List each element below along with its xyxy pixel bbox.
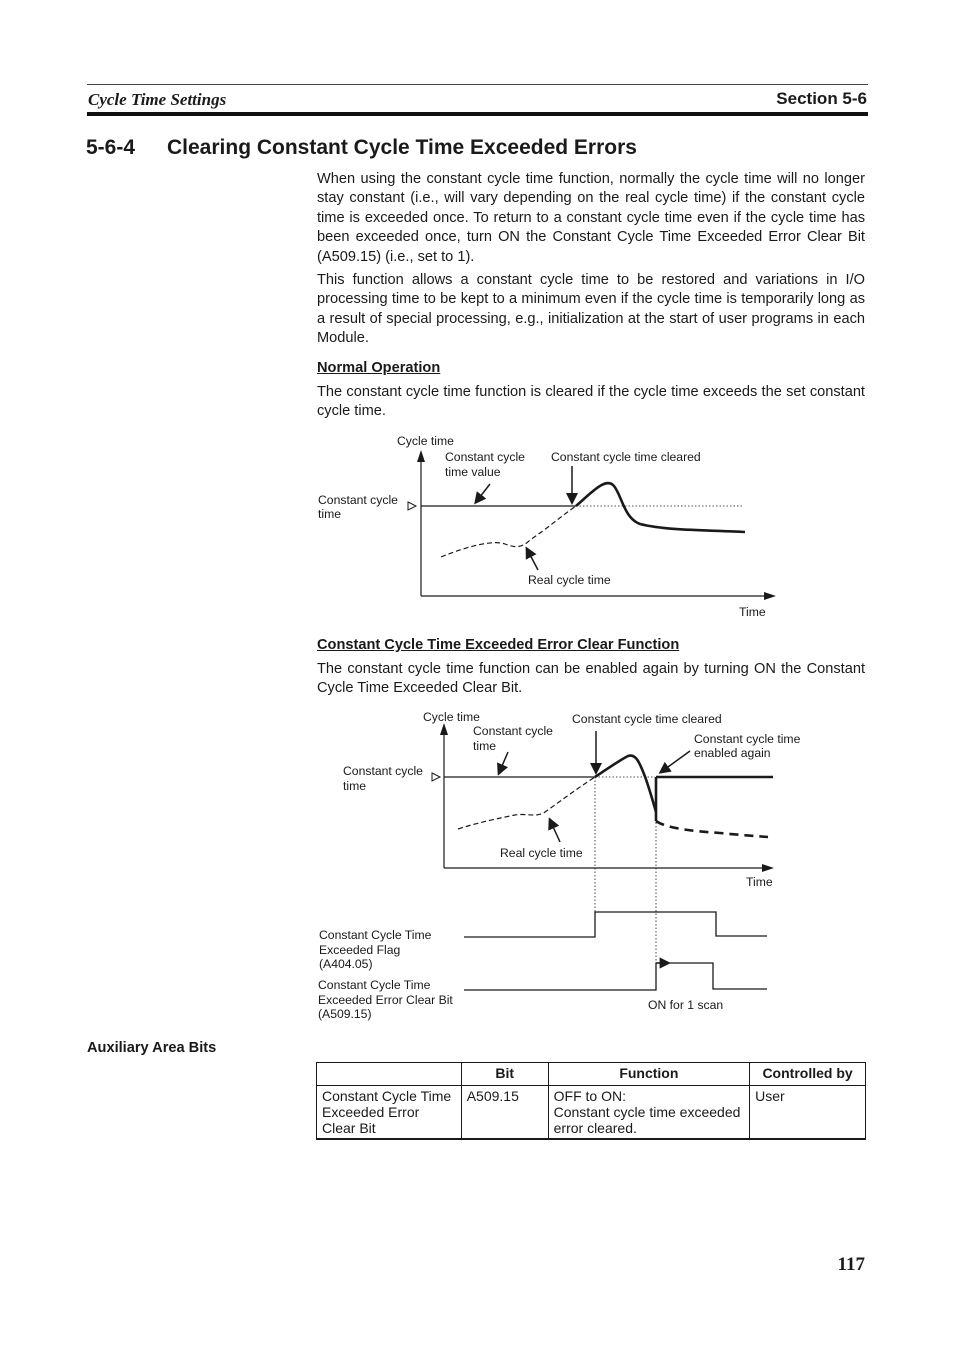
- cell-function-line-1: OFF to ON:: [553, 1088, 626, 1104]
- normal-operation-text: The constant cycle time function is cleared if the cycle time exceeds the set constant cycle time.: [317, 384, 865, 420]
- normal-operation-heading: Normal Operation: [317, 360, 441, 376]
- d1-y-label: Cycle time: [397, 434, 454, 448]
- d1-value-label-2: time value: [445, 465, 501, 479]
- running-header-section: Section 5-6: [776, 89, 867, 108]
- d1-set-label-1: Constant cycle: [318, 493, 398, 507]
- d2-exceeded-curve: [595, 755, 656, 812]
- cell-controlled-by: User: [750, 1086, 866, 1140]
- d2-value-label-2: time: [473, 739, 497, 753]
- d1-cleared-label: Constant cycle time cleared: [551, 450, 701, 464]
- d2-pulse-note: ON for 1 scan: [648, 998, 724, 1012]
- cell-name-line-2: Exceeded Error: [322, 1104, 420, 1120]
- cell-bit: A509.15: [461, 1086, 548, 1140]
- header-bit: Bit: [461, 1063, 548, 1086]
- cell-function-line-2: Constant cycle time exceeded: [553, 1104, 741, 1120]
- d2-cleared-label: Constant cycle time cleared: [572, 712, 722, 726]
- d2-value-label-1: Constant cycle: [473, 724, 553, 738]
- d2-real-cycle-curve: [458, 777, 595, 829]
- d2-clear-label-2: Exceeded Error Clear Bit: [318, 993, 453, 1007]
- running-header-title: Cycle Time Settings: [88, 90, 227, 109]
- d2-set-label-2: time: [343, 779, 367, 793]
- d1-real-label: Real cycle time: [528, 573, 611, 587]
- section-title: Clearing Constant Cycle Time Exceeded Errors: [167, 136, 637, 159]
- table-row: [317, 1086, 866, 1140]
- page-number: 117: [837, 1254, 865, 1275]
- d2-flag-label-2: Exceeded Flag: [319, 943, 401, 957]
- header-name: [317, 1063, 462, 1086]
- d2-enabled-arrow-icon: [661, 751, 690, 772]
- d2-x-label: Time: [746, 875, 773, 889]
- table-header-row: [317, 1063, 866, 1086]
- d2-real-label: Real cycle time: [500, 846, 583, 860]
- d2-clear-label-3: (A509.15): [318, 1007, 372, 1021]
- cell-name-line-3: Clear Bit: [322, 1120, 376, 1136]
- header-controlled-by: Controlled by: [750, 1063, 866, 1086]
- cell-function: [548, 1086, 750, 1140]
- d2-set-label-1: Constant cycle: [343, 764, 423, 778]
- d2-set-marker-icon: [432, 773, 440, 781]
- clear-function-heading: Constant Cycle Time Exceeded Error Clear Function: [317, 637, 680, 653]
- intro-paragraph: When using the constant cycle time function, normally the cycle time will no longer stay constant (i.e., will vary depending on the real cycle time) if the constant cycle time is exceeded once. To return to a constant cycle time even if the cycle time has been exceeded once, turn ON the Constant Cycle Time Exceeded Error Clear Bit (A509.15) (i.e., set to 1).: [317, 171, 865, 265]
- d2-clear-bit-waveform: [464, 963, 767, 990]
- d1-value-label-1: Constant cycle: [445, 450, 525, 464]
- header-function: Function: [548, 1063, 750, 1086]
- cell-function-line-3: error cleared.: [553, 1120, 637, 1136]
- d2-real-arrow-icon: [550, 820, 560, 842]
- d1-x-label: Time: [739, 605, 766, 619]
- d2-y-arrow-icon: [440, 723, 448, 735]
- d2-clear-label-1: Constant Cycle Time: [318, 978, 431, 992]
- d2-flag-label-3: (A404.05): [319, 957, 373, 971]
- d1-set-label-2: time: [318, 507, 342, 521]
- d2-value-arrow-icon: [499, 752, 508, 773]
- d2-would-be-curve: [656, 821, 768, 837]
- clear-function-text: The constant cycle time function can be enabled again by turning ON the Constant Cycle Time Exceeded Clear Bit.: [317, 661, 865, 697]
- cell-name: [317, 1086, 462, 1140]
- d2-x-arrow-icon: [762, 864, 774, 872]
- aux-bits-table: [316, 1062, 866, 1140]
- section-number: 5-6-4: [86, 136, 136, 159]
- aux-area-label: Auxiliary Area Bits: [87, 1040, 217, 1056]
- d2-enabled-label-2: enabled again: [694, 746, 771, 760]
- d2-flag-waveform: [464, 912, 767, 937]
- d2-enabled-label-1: Constant cycle time: [694, 732, 801, 746]
- d2-flag-label-1: Constant Cycle Time: [319, 928, 432, 942]
- d2-y-label: Cycle time: [423, 710, 480, 724]
- cell-name-line-1: Constant Cycle Time: [322, 1088, 452, 1104]
- function-paragraph: This function allows a constant cycle time to be restored and variations in I/O processing time to be kept to a minimum even if the cycle time is temporarily long as a result of special processing, e.g., initialization at the start of user programs in each Module.: [317, 272, 865, 347]
